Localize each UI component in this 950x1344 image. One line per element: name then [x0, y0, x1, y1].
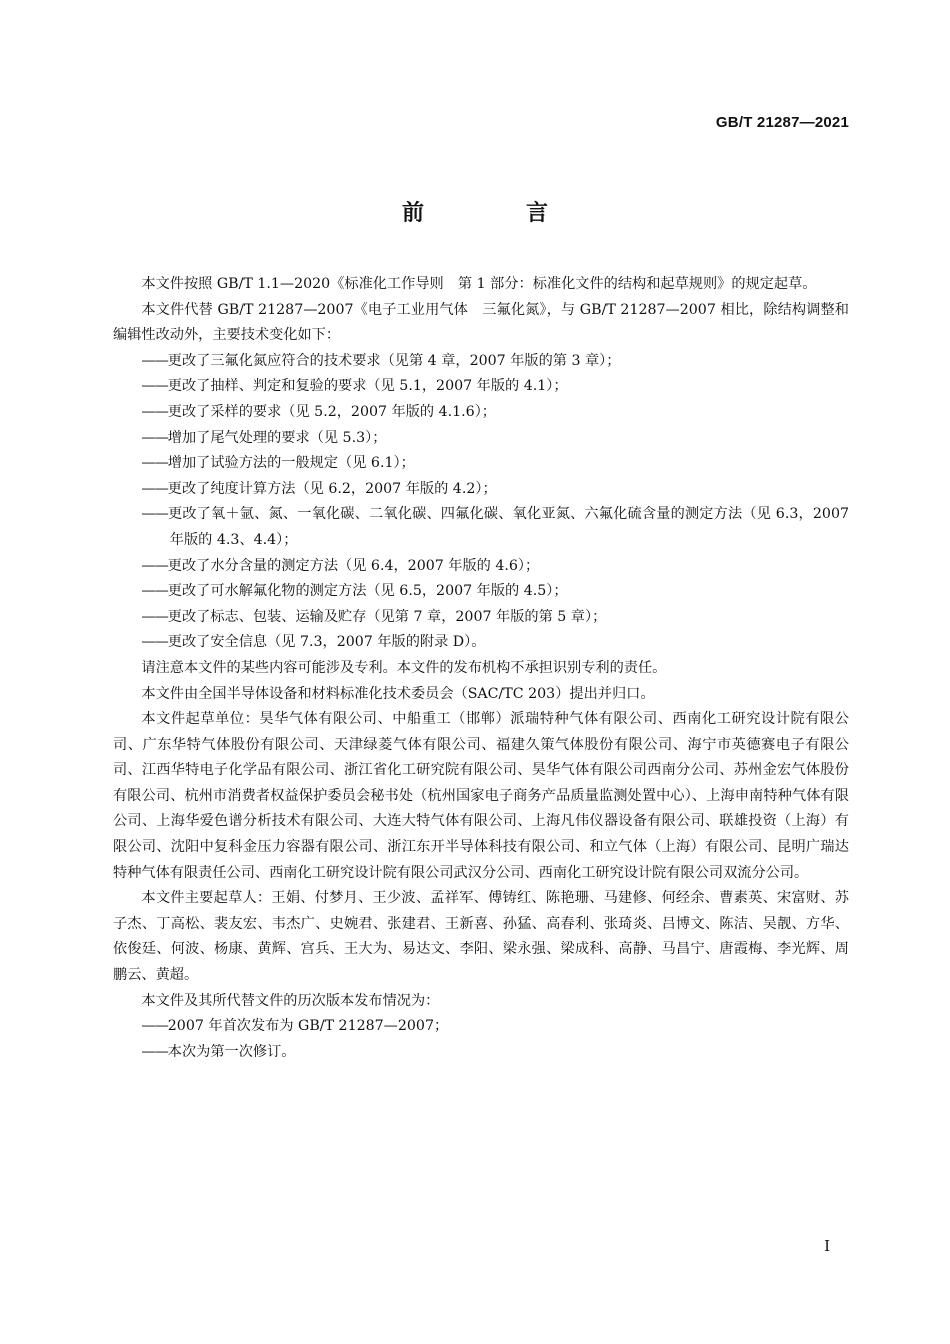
list-item [113, 502, 849, 553]
standard-number: GB/T 21287—2021 [715, 114, 849, 131]
list-item [113, 477, 849, 503]
list-item [113, 554, 849, 580]
drafters-paragraph: 本文件主要起草人：王娟、付梦月、王少波、孟祥军、傅铸红、陈艳珊、马建修、何经余、曹素英、宋富财、苏子杰、丁高松、裴友宏、韦杰广、史婉君、张建君、王新喜、孙猛、高春利、张琦炎、吕博文、陈洁、吴靓、方华、依俊廷、何波、杨康、黄辉、宫兵、王大为、易达文、李阳、梁永强、梁成科、高静、马昌宁、唐霞梅、李光辉、周鹏云、黄超。 [113, 890, 849, 984]
list-item [113, 400, 849, 426]
dash-marker: —— [141, 352, 168, 369]
dash-marker: —— [141, 608, 168, 625]
change-item: 更改了采样的要求（见 5.2，2007 年版的 4.1.6）； [167, 403, 496, 420]
history-item: 本次为第一次修订。 [167, 1043, 296, 1060]
list-item [113, 605, 849, 631]
list-item [113, 349, 849, 375]
change-item: 更改了氧＋氩、氮、一氧化碳、二氧化碳、四氟化碳、氧化亚氮、六氟化硫含量的测定方法（见 6.3，2007 年版的 4.3、4.4）； [167, 506, 849, 548]
list-item [113, 579, 849, 605]
proposer-paragraph: 本文件由全国半导体设备和材料标准化技术委员会（SAC/TC 203）提出并归口。 [141, 685, 655, 702]
change-item: 更改了安全信息（见 7.3，2007 年版的附录 D）。 [167, 634, 486, 651]
dash-marker: —— [141, 455, 168, 472]
dash-marker: —— [141, 403, 168, 420]
patent-notice: 请注意本文件的某些内容可能涉及专利。本文件的发布机构不承担识别专利的责任。 [141, 659, 667, 676]
change-item: 更改了可水解氟化物的测定方法（见 6.5，2007 年版的 4.5）； [167, 583, 568, 600]
change-item: 更改了抽样、判定和复验的要求（见 5.1，2007 年版的 4.1）； [167, 378, 568, 395]
paragraph: 本文件按照 GB/T 1.1—2020《标准化工作导则 第 1 部分：标准化文件的结构和起草规则》的规定起草。 [141, 276, 817, 292]
change-item: 更改了纯度计算方法（见 6.2，2007 年版的 4.2）； [167, 480, 497, 497]
dash-marker: —— [141, 506, 168, 523]
dash-marker: —— [141, 1043, 168, 1060]
paragraph: 本文件代替 GB/T 21287—2007《电子工业用气体 三氟化氮》，与 GB/T 21287—2007 相比，除结构调整和编辑性改动外，主要技术变化如下： [113, 301, 849, 344]
change-item: 更改了三氟化氮应符合的技术要求（见第 4 章，2007 年版的第 3 章）； [167, 352, 621, 369]
change-item: 更改了标志、包装、运输及贮存（见第 7 章，2007 年版的第 5 章）； [167, 608, 607, 625]
change-item: 增加了尾气处理的要求（见 5.3）； [167, 429, 387, 446]
list-item [113, 630, 849, 656]
dash-marker: —— [141, 429, 168, 446]
list-item [113, 451, 849, 477]
history-intro: 本文件及其所代替文件的历次版本发布情况为： [141, 992, 440, 1009]
list-item [113, 374, 849, 400]
list-item [113, 426, 849, 452]
drafting-units-paragraph: 本文件起草单位：昊华气体有限公司、中船重工（邯郸）派瑞特种气体有限公司、西南化工研究设计院有限公司、广东华特气体股份有限公司、天津绿菱气体有限公司、福建久策气体股份有限公司、海宁市英德赛电子有限公司、江西华特电子化学品有限公司、浙江省化工研究院有限公司、昊华气体有限公司西南分公司、苏州金宏气体股份有限公司、杭州市消费者权益保护委员会秘书处（杭州国家电子商务产品质量监测处置中心）、上海申南特种气体有限公司、上海华爱色谱分析技术有限公司、大连大特气体有限公司、上海凡伟仪器设备有限公司、联雄投资（上海）有限公司、沈阳中复科金压力容器有限公司、浙江东开半导体科技有限公司、和立气体（上海）有限公司、昆明广瑞达特种气体有限责任公司、西南化工研究设计院有限公司武汉分公司、西南化工研究设计院有限公司双流分公司。 [113, 711, 849, 881]
dash-marker: —— [141, 1018, 168, 1035]
list-item [113, 1014, 849, 1040]
page-title: 前 言 [401, 201, 588, 226]
dash-marker: —— [141, 480, 168, 497]
document-body [113, 272, 849, 1065]
dash-marker: —— [141, 557, 168, 574]
dash-marker: —— [141, 378, 168, 395]
list-item [113, 1040, 849, 1066]
page-number: I [824, 1237, 830, 1255]
change-item: 更改了水分含量的测定方法（见 6.4，2007 年版的 4.6）； [167, 557, 540, 574]
history-item: 2007 年首次发布为 GB/T 21287—2007； [167, 1018, 449, 1035]
dash-marker: —— [141, 583, 168, 600]
dash-marker: —— [141, 634, 168, 651]
change-item: 增加了试验方法的一般规定（见 6.1）； [167, 455, 415, 472]
